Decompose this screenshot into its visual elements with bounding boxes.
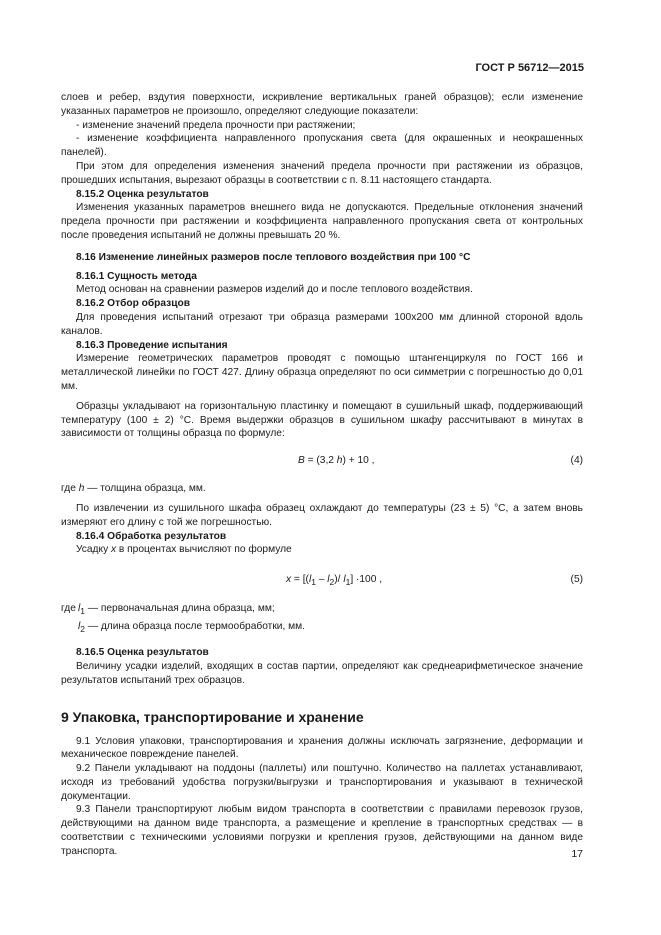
formula-5 xyxy=(61,573,583,587)
paragraph: Для проведения испытаний отрезают три образца размерами 100х200 мм длинной стороной вдоль каналов. xyxy=(61,311,583,337)
formula-expression: $x = [(l_1 - l_2)/$ $l_1] \cdot 100$ , xyxy=(286,574,383,588)
page-content xyxy=(61,91,583,859)
paragraph: По извлечении из сушильного шкафа образец охлаждают до температуры (23 ± 5) °С, а затем вновь измеряют его длину с той же погрешностью. xyxy=(61,502,583,528)
paragraph: 9.2 Панели укладывают на поддоны (паллеты) или поштучно. Количество на паллетах устанавливают, исходя из требований удобства погрузки/выгрузки и транспортирования и указывают в технической документации. xyxy=(61,763,583,802)
section-heading-8-16: 8.16 Изменение линейных размеров после теплового воздействия при 100 °С xyxy=(76,251,471,263)
paragraph: Изменения указанных параметров внешнего вида не допускаются. Предельные отклонения значений предела прочности при растяжении и коэффициента направленного пропускания света от контрольных после проведения испытаний не должны превышать 20 %. xyxy=(61,202,583,241)
paragraph: Величину усадки изделий, входящих в состав партии, определяют как среднеарифметическое значение результатов испытаний трех образцов. xyxy=(61,660,583,686)
paragraph: Метод основан на сравнении размеров изделий до и после теплового воздействия. xyxy=(76,284,473,296)
formula-where: где h — толщина образца, мм. xyxy=(61,483,206,495)
formula-number: (4) xyxy=(570,455,583,467)
section-heading-9: 9 Упаковка, транспортирование и хранение xyxy=(61,708,364,725)
section-heading-8-15-2: 8.15.2 Оценка результатов xyxy=(76,188,209,200)
section-heading-8-16-3: 8.16.3 Проведение испытания xyxy=(76,339,228,351)
section-heading-8-16-2: 8.16.2 Отбор образцов xyxy=(76,298,190,310)
formula-expression: B = (3,2 h) + 10 , xyxy=(298,455,375,467)
paragraph: слоев и ребер, вздутия поверхности, искривление вертикальных граней образцов); если изменение указанных параметров не произошло, определяют следующие показатели: xyxy=(61,92,583,117)
paragraph: Измерение геометрических параметров проводят с помощью штангенциркуля по ГОСТ 166 и металлической линейки по ГОСТ 427. Длину образца определяют по оси симметрии с погрешностью до 0,01 мм. xyxy=(61,353,583,392)
list-item: - изменение значений предела прочности при растяжении; xyxy=(76,119,356,131)
formula-4 xyxy=(61,454,583,468)
formula-where-row: $l_2$ — длина образца после термообработки, мм. xyxy=(78,621,305,635)
section-heading-8-16-1: 8.16.1 Сущность метода xyxy=(76,270,197,282)
list-item: - изменение коэффициента направленного пропускания света (для окрашенных и неокрашенных панелей). xyxy=(61,133,583,159)
paragraph: При этом для определения изменения значений предела прочности при растяжении из образцов, прошедших испытания, вырезают образцы в соответствии с п. 8.11 настоящего стандарта. xyxy=(61,160,583,186)
paragraph: Образцы укладывают на горизонтальную пластинку и помещают в сушильный шкаф, поддерживающий температуру (100 ± 2) °С. Время выдержки образцов в сушильном шкафу рассчитывают в минутах в зависимости от толщины образца по формуле: xyxy=(61,400,583,440)
paragraph: 9.1 Условия упаковки, транспортирования и хранения должны исключать загрязнение, деформации и механическое повреждение панелей. xyxy=(61,735,583,761)
paragraph: 9.3 Панели транспортируют любым видом транспорта в соответствии с правилами перевозок грузов, действующими на данном виде транспорта, а размещение и крепление в транспортных средствах — в соответствии с техническими условиями погрузки и крепления грузов, действующими на данном виде транспорта. xyxy=(61,804,583,857)
section-heading-8-16-4: 8.16.4 Обработка результатов xyxy=(76,530,227,542)
section-heading-8-16-5: 8.16.5 Оценка результатов xyxy=(76,647,209,659)
formula-number: (5) xyxy=(570,574,583,586)
formula-where-row: где $l_1$ — первоначальная длина образца, мм; xyxy=(61,603,275,617)
document-header: ГОСТ Р 56712—2015 xyxy=(475,62,584,74)
paragraph: Усадку x в процентах вычисляют по формуле xyxy=(76,544,292,556)
page-number: 17 xyxy=(571,848,583,860)
